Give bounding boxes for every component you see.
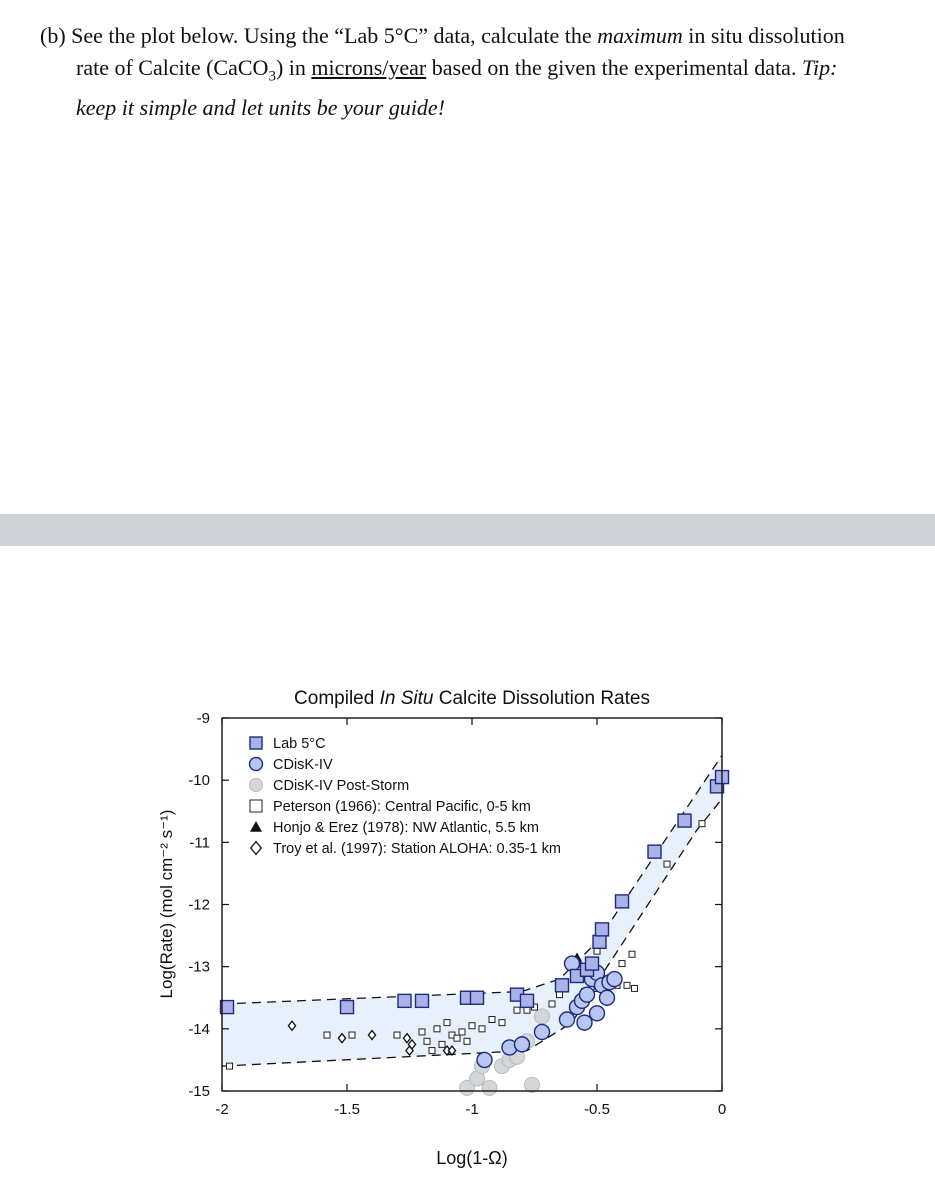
question-line2-end: based on the given the experimental data. <box>426 55 802 80</box>
data-point <box>424 1038 430 1044</box>
data-point <box>524 1007 530 1013</box>
legend-label: Lab 5°C <box>273 736 326 752</box>
data-point <box>444 1020 450 1026</box>
chart-title: Compiled In Situ Calcite Dissolution Rates <box>294 688 650 709</box>
question-text <box>40 20 920 124</box>
y-tick-label: -10 <box>188 772 210 790</box>
data-point <box>580 987 595 1002</box>
question-subscript: 3 <box>268 68 276 85</box>
data-point <box>577 1015 592 1030</box>
gray-divider-bar <box>0 514 935 546</box>
data-point <box>469 1023 475 1029</box>
data-point <box>515 1037 530 1052</box>
data-point <box>616 895 629 908</box>
data-point <box>560 1012 575 1027</box>
legend-label: CDisK-IV Post-Storm <box>273 778 410 794</box>
legend-marker <box>251 842 261 855</box>
x-tick-label: -0.5 <box>584 1101 610 1118</box>
data-point <box>699 821 705 827</box>
legend-marker <box>250 821 262 832</box>
legend-marker <box>250 800 262 812</box>
data-point <box>489 1017 495 1023</box>
data-point <box>514 1007 520 1013</box>
chart-legend <box>250 736 561 857</box>
y-tick-label: -9 <box>196 710 210 727</box>
data-point <box>600 990 615 1005</box>
data-point <box>477 1052 492 1067</box>
data-point <box>664 861 670 867</box>
y-tick-label: -14 <box>188 1020 210 1038</box>
legend-label: Honjo & Erez (1978): NW Atlantic, 5.5 km <box>273 820 539 836</box>
data-point <box>471 991 484 1004</box>
data-point <box>482 1080 497 1095</box>
data-point <box>535 1009 550 1024</box>
data-point <box>324 1032 330 1038</box>
y-tick-label: -12 <box>188 896 210 914</box>
question-line-1 <box>40 20 920 52</box>
data-point <box>624 982 630 988</box>
x-tick-label: -1.5 <box>334 1101 360 1118</box>
data-point <box>419 1029 425 1035</box>
y-tick-label: -11 <box>189 834 210 852</box>
legend-label: CDisK-IV <box>273 757 333 773</box>
data-point <box>678 814 691 827</box>
legend-marker <box>250 779 263 792</box>
x-tick-label: 0 <box>717 1101 727 1118</box>
legend-label: Peterson (1966): Central Pacific, 0-5 km <box>273 799 531 815</box>
data-point <box>557 992 563 998</box>
y-axis-label: Log(Rate) (mol cm⁻² s⁻¹) <box>157 809 176 999</box>
question-maximum-emphasis: maximum <box>597 23 683 48</box>
question-line2-start: rate of Calcite (CaCO <box>76 55 269 80</box>
data-point <box>596 923 609 936</box>
data-point <box>394 1032 400 1038</box>
data-point <box>439 1041 445 1047</box>
legend-label: Troy et al. (1997): Station ALOHA: 0.35-1 km <box>273 841 561 857</box>
data-point <box>607 972 622 987</box>
question-line1-start: See the plot below. Using the “Lab 5°C” data, calculate the <box>71 23 598 48</box>
data-point <box>556 979 569 992</box>
question-line2-mid: ) in <box>275 55 312 80</box>
question-line-3 <box>40 92 920 124</box>
data-point <box>648 845 661 858</box>
data-point <box>479 1026 485 1032</box>
data-point <box>632 985 638 991</box>
data-point <box>434 1026 440 1032</box>
y-tick-label: -13 <box>188 958 210 976</box>
question-tip-text: keep it simple and let units be your guide! <box>76 95 446 121</box>
data-point <box>499 1020 505 1026</box>
x-tick-label: -1 <box>465 1101 479 1118</box>
data-point <box>586 957 599 970</box>
legend-marker <box>250 758 263 771</box>
data-point <box>593 935 606 948</box>
data-point <box>619 961 625 967</box>
x-axis-label: Log(1-Ω) <box>436 1148 508 1168</box>
data-point <box>521 994 534 1007</box>
data-point <box>629 951 635 957</box>
question-tip-label: Tip: <box>801 55 838 80</box>
data-point <box>341 1001 354 1014</box>
legend-marker <box>250 737 262 749</box>
question-line1-end: in situ dissolution <box>682 23 845 48</box>
data-point <box>416 994 429 1007</box>
data-point <box>464 1038 470 1044</box>
data-point <box>459 1029 465 1035</box>
question-line-2 <box>40 52 920 92</box>
data-point <box>549 1001 555 1007</box>
question-units-underlined: microns/year <box>311 55 427 80</box>
dissolution-rate-chart <box>0 546 935 1188</box>
x-tick-label: -2 <box>215 1101 229 1118</box>
data-point <box>227 1063 233 1069</box>
data-point <box>535 1024 550 1039</box>
data-point <box>429 1048 435 1054</box>
data-point <box>454 1035 460 1041</box>
data-point <box>398 994 411 1007</box>
data-point <box>349 1032 355 1038</box>
data-point <box>525 1077 540 1092</box>
y-tick-label: -15 <box>188 1083 210 1100</box>
data-point <box>594 948 600 954</box>
data-point <box>590 1006 605 1021</box>
question-part-label: (b) <box>40 23 66 48</box>
